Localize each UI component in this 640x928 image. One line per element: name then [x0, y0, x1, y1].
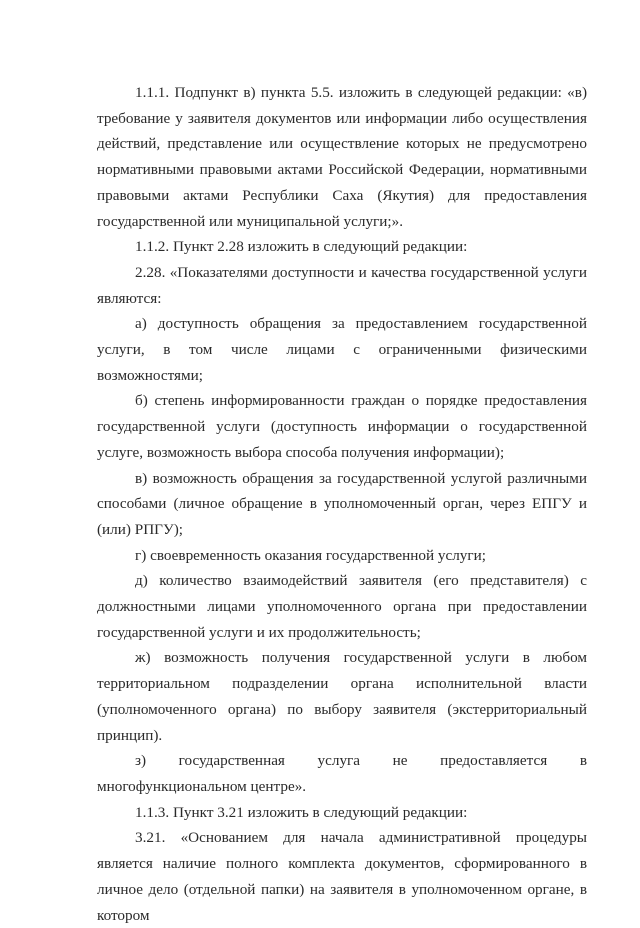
- list-item-z: з) государственная услуга не предоставляется в многофункциональном центре».: [97, 752, 587, 795]
- list-item-a: а) доступность обращения за предоставлением государственной услуги, в том числе лицами с ограниченными физическими возможностями;: [97, 315, 587, 384]
- document-page: [97, 80, 587, 928]
- list-item-d: д) количество взаимодействий заявителя (его представителя) с должностными лицами уполномоченного органа при предоставлении государственной услуги и их продолжительность;: [97, 572, 587, 641]
- paragraph-3-21: 3.21. «Основанием для начала административной процедуры является наличие полного комплекта документов, сформированного в личное дело (отдельной папки) на заявителя в уполномоченном органе, в котором: [97, 829, 587, 924]
- paragraph-1-1-3: 1.1.3. Пункт 3.21 изложить в следующий редакции:: [135, 803, 468, 821]
- paragraph-1-1-1: 1.1.1. Подпункт в) пункта 5.5. изложить в следующей редакции: «в) требование у заявителя документов или информации либо осуществления действий, представление или осуществление которых не предусмотрено нормативными правовыми актами Российской Федерации, нормативными правовыми актами Республики Саха (Якутия) для предоставления государственной или муниципальной услуги;».: [97, 84, 587, 230]
- list-item-g: г) своевременность оказания государственной услуги;: [135, 546, 486, 564]
- paragraph-1-1-2: 1.1.2. Пункт 2.28 изложить в следующий редакции:: [135, 238, 468, 256]
- list-item-zh: ж) возможность получения государственной услуги в любом территориальном подразделении органа исполнительной власти (уполномоченного органа) по выбору заявителя (экстерриториальный принцип).: [97, 649, 587, 744]
- list-item-v: в) возможность обращения за государственной услугой различными способами (личное обращение в уполномоченный орган, через ЕПГУ и (или) РПГУ);: [97, 469, 587, 538]
- list-item-b: б) степень информированности граждан о порядке предоставления государственной услуги (доступность информации о государственной услуге, возможность выбора способа получения информации);: [97, 392, 587, 461]
- paragraph-2-28: 2.28. «Показателями доступности и качества государственной услуги являются:: [97, 263, 587, 307]
